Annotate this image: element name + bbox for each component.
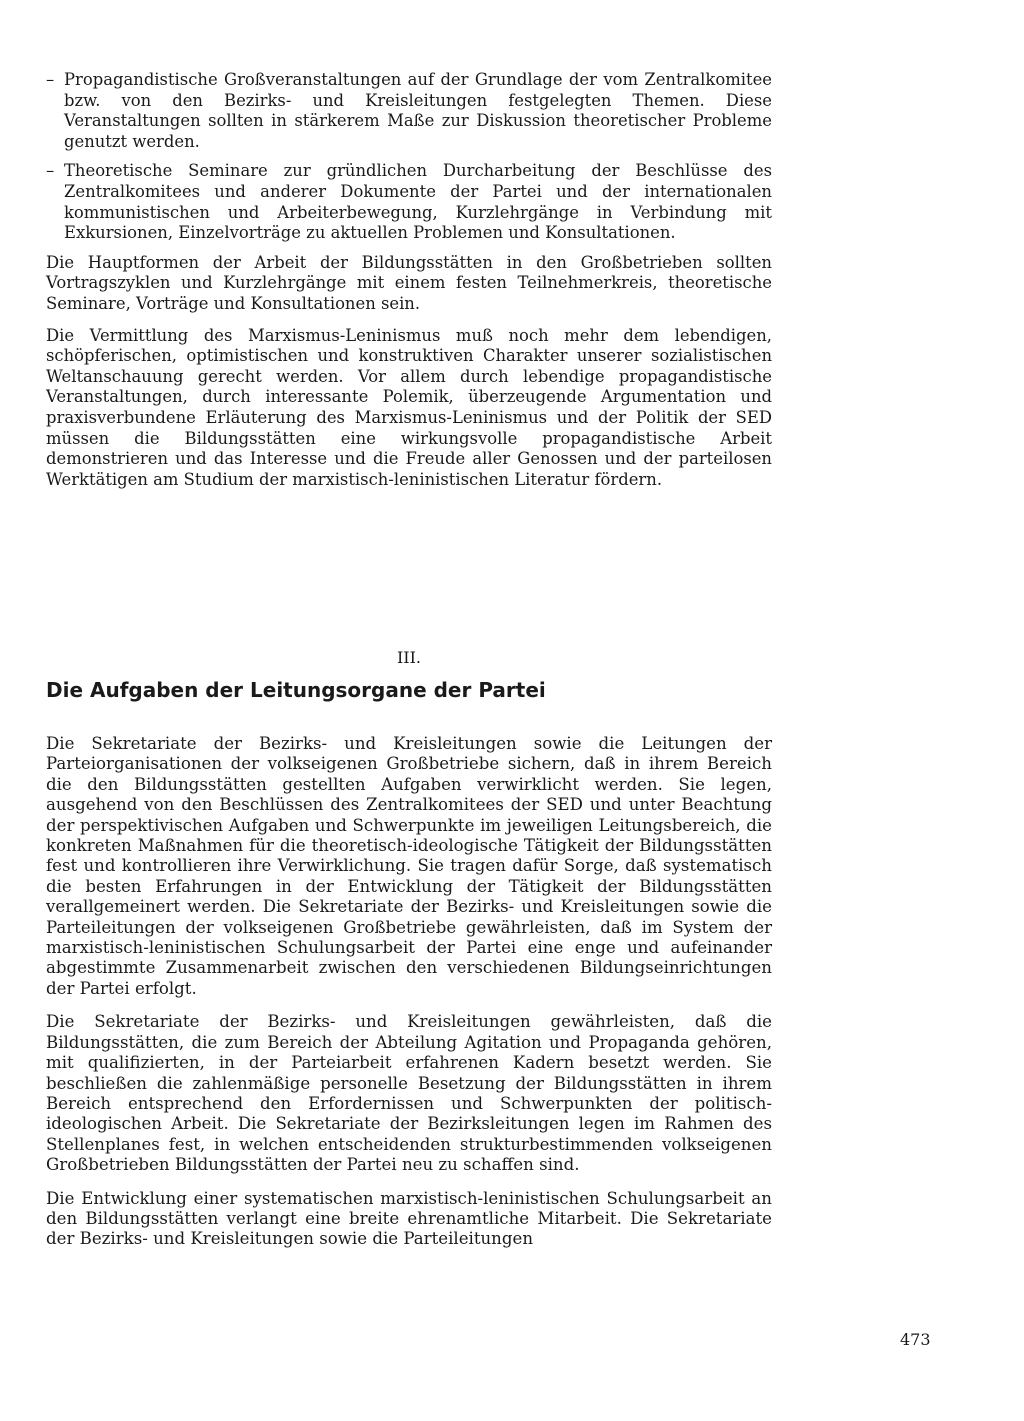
paragraph: Die Sekretariate der Bezirks- und Kreisleitungen sowie die Leitungen der Parteiorganisationen der volkseigenen Großbetriebe sichern, daß in ihrem Bereich die den Bildungsstätten gestellten Aufgaben verwirklicht werden. Sie legen, ausgehend von den Beschlüssen des Zentralkomitees der SED und unter Beachtung der perspektivischen Aufgaben und Schwerpunkte im jeweiligen Leitungsbereich, die konkreten Maßnahmen für die theoretisch-ideologische Tätigkeit der Bildungsstätten fest und kontrollieren ihre Verwirklichung. Sie tragen dafür Sorge, daß systematisch die besten Erfahrungen in der Entwicklung der Tätigkeit der Bildungsstätten verallgemeinert werden. Die Sekretariate der Bezirks- und Kreisleitungen sowie die Parteileitungen der volkseigenen Großbetriebe gewährleisten, daß im System der marxistisch-leninistischen Schulungsarbeit der Partei eine enge und aufeinander abgestimmte Zusammenarbeit zwischen den verschiedenen Bildungseinrichtungen der Partei erfolgt.: [46, 734, 772, 998]
bullet-dash: –: [46, 70, 55, 89]
document-top-block: [46, 70, 772, 501]
paragraph: Die Hauptformen der Arbeit der Bildungsstätten in den Großbetrieben sollten Vortragszyklen und Kurzlehrgänge mit einem festen Teilnehmerkreis, theoretische Seminare, Vorträge und Konsultationen sein.: [46, 252, 772, 313]
bullet-item: [46, 70, 772, 152]
page-number: 473: [900, 1330, 931, 1349]
section-heading: Die Aufgaben der Leitungsorgane der Partei: [46, 678, 546, 702]
paragraph: Die Vermittlung des Marxismus-Leninismus muß noch mehr dem lebendigen, schöpferischen, optimistischen und konstruktiven Charakter unserer sozialistischen Weltanschauung gerecht werden. Vor allem durch lebendige propagandistische Veranstaltungen, durch interessante Polemik, überzeugende Argumentation und praxisverbundene Erläuterung des Marxismus-Leninismus und der Politik der SED müssen die Bildungsstätten eine wirkungsvolle propagandistische Arbeit demonstrieren und das Interesse und die Freude aller Genossen und der parteilosen Werktätigen am Studium der marxistisch-leninistischen Literatur fördern.: [46, 325, 772, 489]
bullet-dash: –: [46, 161, 55, 181]
section-body: [46, 734, 772, 1263]
paragraph: Die Entwicklung einer systematischen marxistisch-leninistischen Schulungsarbeit an den Bildungsstätten verlangt eine breite ehrenamtliche Mitarbeit. Die Sekretariate der Bezirks- und Kreisleitungen sowie die Parteileitungen: [46, 1188, 772, 1249]
section-number: III.: [396, 648, 422, 667]
bullet-text: Theoretische Seminare zur gründlichen Durcharbeitung der Beschlüsse des Zentralkomitees und anderer Dokumente der Partei und der internationalen kommunistischen und Arbeiterbewegung, Kurzlehrgänge in Verbindung mit Exkursionen, Einzelvorträge zu aktuellen Problemen und Konsultationen.: [64, 161, 772, 243]
paragraph: Die Sekretariate der Bezirks- und Kreisleitungen gewährleisten, daß die Bildungsstätten, die zum Bereich der Abteilung Agitation und Propaganda gehören, mit qualifizierten, in der Parteiarbeit erfahrenen Kadern besetzt werden. Sie beschließen die zahlenmäßige personelle Besetzung der Bildungsstätten in ihrem Bereich entsprechend den Erfordernissen und Schwerpunkten der politisch-ideologischen Arbeit. Die Sekretariate der Bezirksleitungen legen im Rahmen des Stellenplanes fest, in welchen entscheidenden strukturbestimmenden volkseigenen Großbetrieben Bildungsstätten der Partei neu zu schaffen sind.: [46, 1012, 772, 1175]
bullet-text: Propagandistische Großveranstaltungen auf der Grundlage der vom Zentralkomitee bzw. von den Bezirks- und Kreisleitungen festgelegten Themen. Diese Veranstaltungen sollten in stärkerem Maße zur Diskussion theoretischer Probleme genutzt werden.: [64, 70, 772, 151]
bullet-item: [46, 161, 772, 243]
